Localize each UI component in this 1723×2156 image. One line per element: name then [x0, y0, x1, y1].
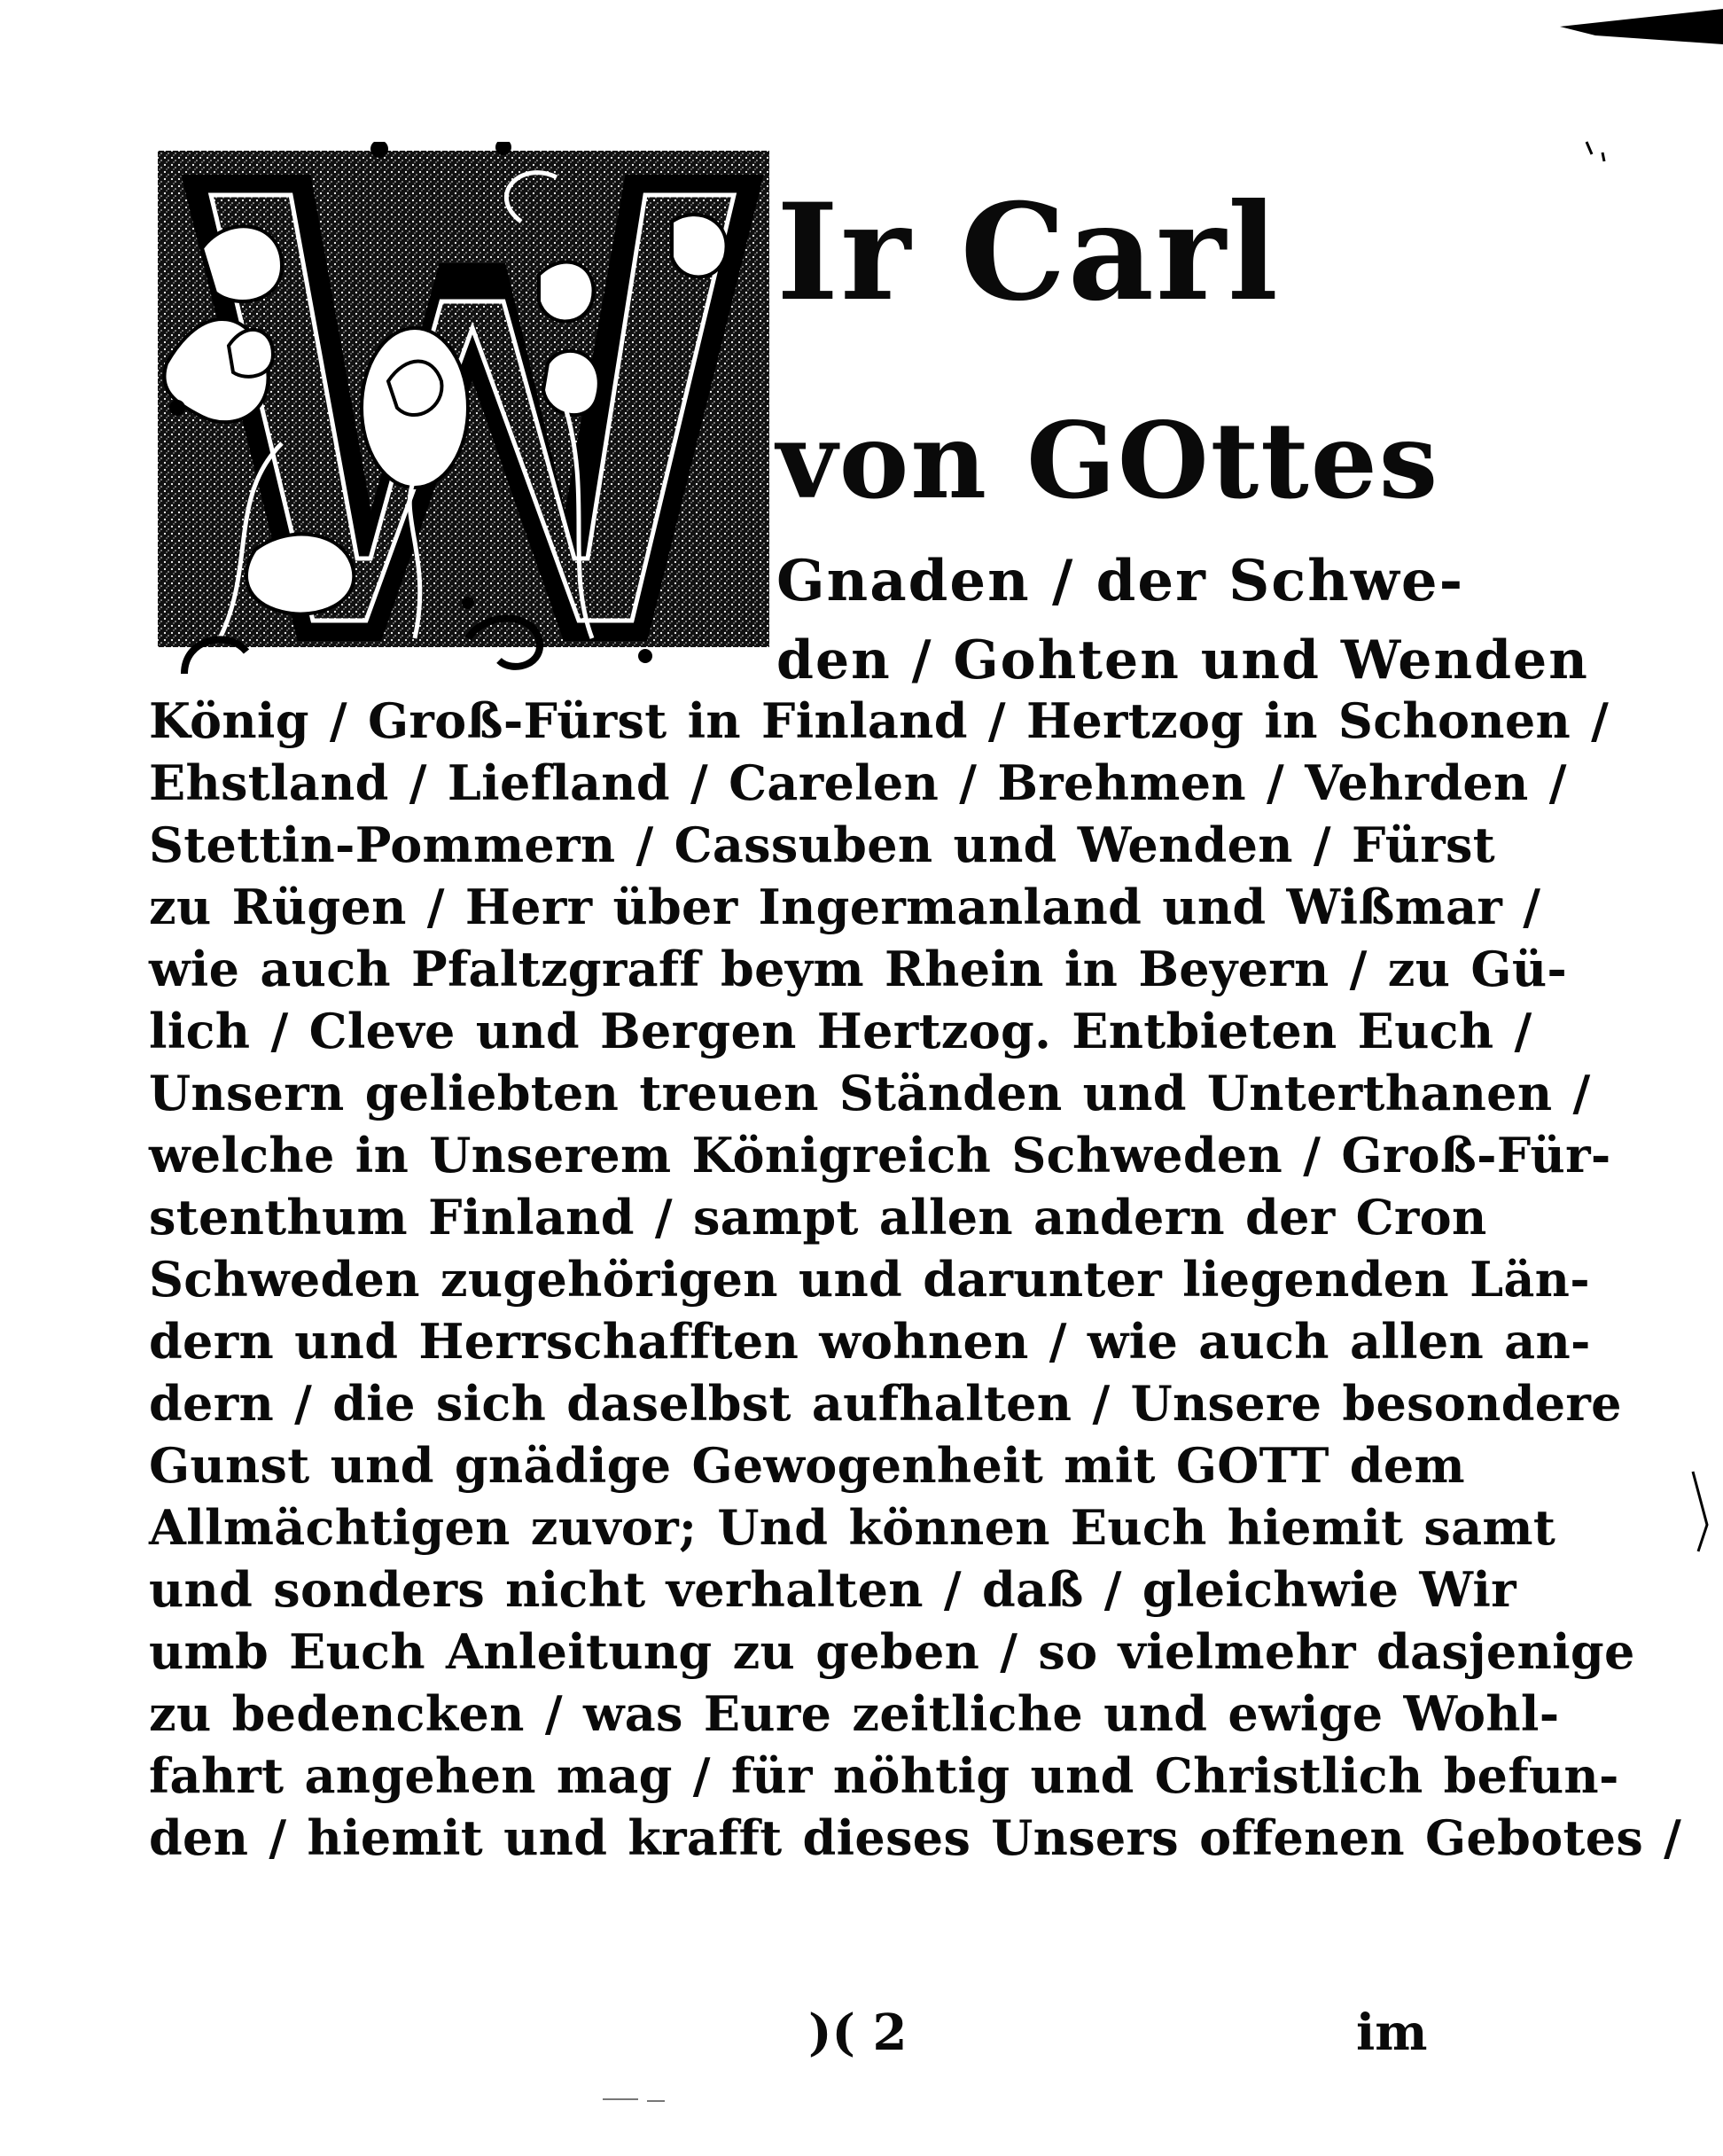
- body-line: zu Rügen / Herr über Ingermanland und Wißmar /: [149, 879, 1541, 935]
- heading-line-1: Ir Carl: [776, 175, 1281, 331]
- body-line: Ehstland / Liefland / Carelen / Brehmen / Vehrden /: [149, 754, 1567, 811]
- body-line: welche in Unserem Königreich Schweden / Groß-Für-: [149, 1127, 1611, 1183]
- body-line: Allmächtigen zuvor; Und können Euch hiemit samt: [149, 1499, 1556, 1556]
- body-line: den / hiemit und krafft dieses Unsers offenen Gebotes /: [149, 1809, 1682, 1866]
- body-line: wie auch Pfaltzgraff beym Rhein in Beyern / zu Gü-: [149, 941, 1568, 997]
- body-line: Stettin-Pommern / Cassuben und Wenden / Fürst: [149, 816, 1495, 873]
- body-line: König / Groß-Fürst in Finland / Hertzog in Schonen /: [149, 692, 1610, 749]
- signature-mark: )( 2: [808, 2004, 908, 2062]
- body-text: [149, 690, 1682, 1869]
- body-line: umb Euch Anleitung zu geben / so vielmehr dasjenige: [149, 1623, 1635, 1680]
- heading-line-2: von GOttes: [776, 399, 1440, 522]
- body-line: und sonders nicht verhalten / daß / gleichwie Wir: [149, 1561, 1516, 1618]
- heading-line-3: Gnaden / der Schwe-: [776, 548, 1465, 614]
- body-line: stenthum Finland / sampt allen andern der Cron: [149, 1189, 1487, 1246]
- ornamental-floral-initial-icon: [149, 142, 780, 674]
- catchword: im: [1356, 2004, 1428, 2062]
- body-line: lich / Cleve und Bergen Hertzog. Entbieten Euch /: [149, 1003, 1532, 1059]
- page-footer: [0, 2004, 1723, 2066]
- body-line: Schweden zugehörigen und darunter liegenden Län-: [149, 1251, 1590, 1308]
- body-line: dern / die sich daselbst aufhalten / Unsere besondere: [149, 1375, 1622, 1432]
- heading-line-4: den / Gohten und Wenden: [776, 629, 1589, 691]
- body-line: Gunst und gnädige Gewogenheit mit GOTT dem: [149, 1437, 1465, 1494]
- body-line: dern und Herrschafften wohnen / wie auch allen an-: [149, 1313, 1591, 1370]
- body-line: fahrt angehen mag / für nöhtig und Christlich befun-: [149, 1747, 1619, 1804]
- body-line: zu bedencken / was Eure zeitliche und ewige Wohl-: [149, 1685, 1560, 1742]
- body-line: Unsern geliebten treuen Ständen und Unterthanen /: [149, 1065, 1591, 1121]
